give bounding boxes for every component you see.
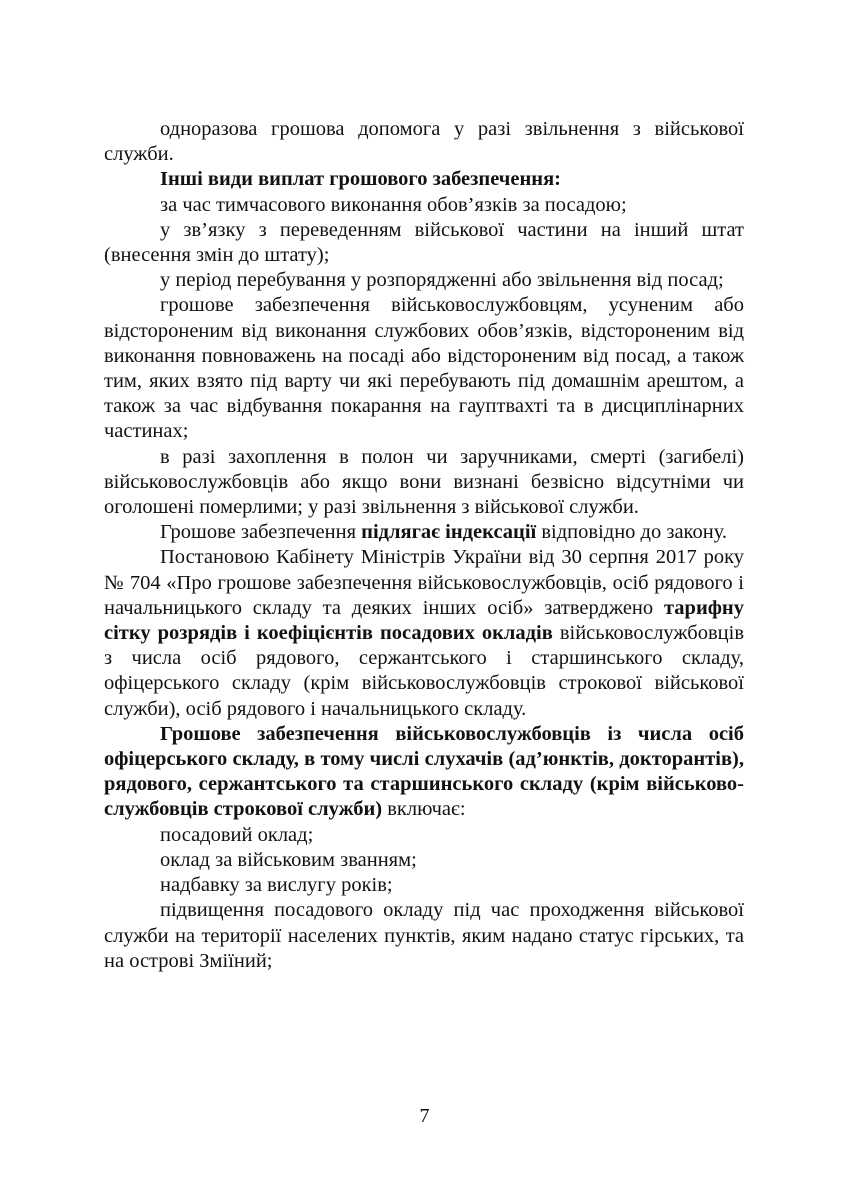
paragraph	[104, 722, 744, 823]
text-run: включає:	[382, 798, 466, 821]
text-run: у зв’язку з переведенням військової частини на інший штат (внесення змін до штату);	[104, 218, 744, 267]
paragraph	[104, 823, 744, 848]
paragraph	[104, 898, 744, 974]
paragraph	[104, 193, 744, 218]
paragraph	[104, 268, 744, 293]
paragraph	[104, 520, 744, 545]
text-run: одноразова грошова допомога у разі звільнення з військової служби.	[104, 118, 744, 166]
text-run: посадовий оклад;	[160, 823, 314, 846]
text-run: відповідно до закону.	[536, 521, 728, 544]
text-run: у період перебування у розпорядженні або звільнення від посад;	[160, 269, 724, 292]
paragraph	[104, 873, 744, 898]
text-run: військовослужбовців з числа осіб рядового, сержантського і старшинського складу, офіцерського складу (крім військовослужбовців строкової військової служби), осіб рядового і начальницького складу.	[104, 622, 744, 720]
bold-text-run: підлягає індексації	[361, 521, 537, 544]
text-run: грошове забезпечення військовослужбовцям, усуненим або відстороненим від виконання службових обов’язків, відстороненим від виконання повноважень на посаді або відстороненим від посад, а також тим, яких взято під варту чи які перебувають під домашнім арештом, а також за час відбування покарання на гауптвахті та в дисциплінарних частинах;	[104, 294, 744, 443]
paragraph	[104, 117, 744, 167]
bold-text-run: Грошове забезпечення військовослужбовців із числа осіб офіцерського складу, в тому числі слухачів (ад’юнктів, докторантів), рядового, сержантського та старшинського складу (крім військово-службовців строкової служби)	[104, 722, 744, 821]
bold-text-run: Інші види виплат грошового забезпечення:	[160, 168, 561, 191]
text-run: в разі захоплення в полон чи заручниками, смерті (загибелі) військовослужбовців або якщо вони визнані безвісно відсутніми чи оголошені померлими; у разі звільнення з військової служби.	[104, 445, 744, 519]
text-run: надбавку за вислугу років;	[160, 874, 393, 897]
paragraph	[104, 545, 744, 721]
text-run: підвищення посадового окладу під час проходження військової служби на території населених пунктів, яким надано статус гірських, та на острові Зміїний;	[104, 899, 744, 972]
text-run: оклад за військовим званням;	[160, 848, 417, 871]
paragraph	[104, 848, 744, 873]
paragraph	[104, 293, 744, 444]
text-run: за час тимчасового виконання обов’язків за посадою;	[160, 193, 627, 216]
paragraph	[104, 445, 744, 521]
page-body	[104, 117, 744, 974]
page-number: 7	[419, 1105, 430, 1127]
bold-text-run: тарифну сітку розрядів і коефіцієнтів посадових окладів	[104, 596, 744, 645]
paragraph	[104, 218, 744, 268]
text-run: Постановою Кабінету Міністрів України від 30 серпня 2017 року № 704 «Про грошове забезпечення військовослужбовців, осіб рядового і начальницького складу та деяких інших осіб» затверджено	[104, 546, 744, 619]
text-run: Грошове забезпечення	[160, 521, 362, 544]
paragraph	[104, 167, 744, 192]
